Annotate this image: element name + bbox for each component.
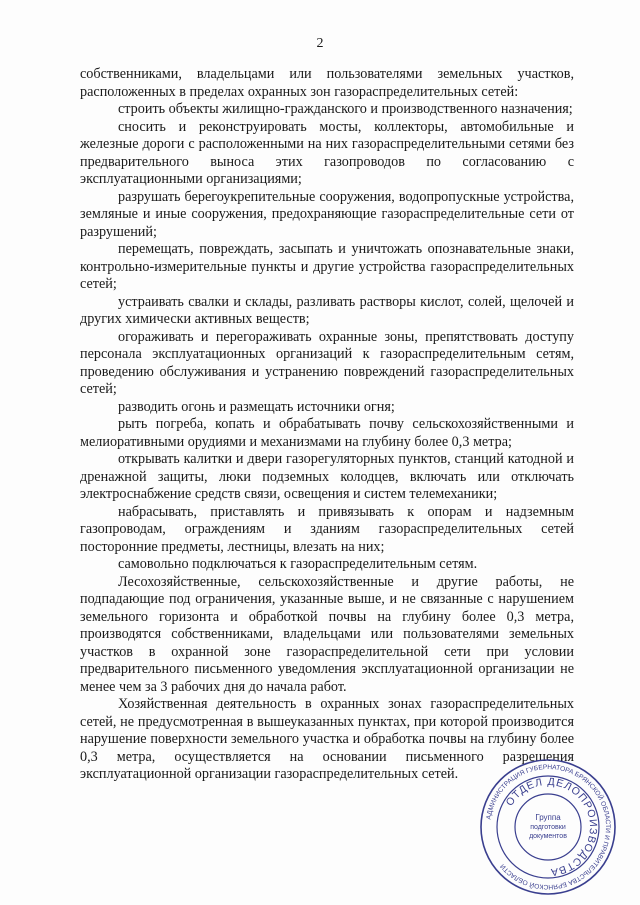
stamp-outer-text: АДМИНИСТРАЦИЯ ГУБЕРНАТОРА БРЯНСКОЙ ОБЛАСТИ И ПРАВИТЕЛЬСТВА БРЯНСКОЙ ОБЛАСТИ: [485, 763, 612, 891]
page-number: 2: [316, 36, 324, 51]
paragraph: самовольно подключаться к газораспределительным сетям.: [118, 556, 478, 572]
paragraph: открывать калитки и двери газорегуляторных пунктов, станций катодной и дренажной защиты, люки подземных колодцев, включать или отключать электроснабжение средств связи, освещения и систем телемеханики;: [80, 451, 574, 502]
stamp-center-line: подготовки: [530, 824, 566, 831]
paragraph: разводить огонь и размещать источники огня;: [118, 398, 395, 415]
paragraph: Хозяйственная деятельность в охранных зонах газораспределительных сетей, не предусмотренная в вышеуказанных пунктах, при которой производится нарушение поверхности земельного участка и обработка почвы на глубину более 0,3 метра, осуществляется на основании письменного разрешения эксплуатационной организации газораспределительных сетей.: [80, 696, 574, 782]
official-stamp: [478, 757, 618, 897]
stamp-center-line: документов: [529, 833, 567, 840]
paragraph: перемещать, повреждать, засыпать и уничтожать опознавательные знаки, контрольно-измерительные пункты и другие устройства газораспределительных сетей;: [80, 241, 574, 292]
stamp-inner-text: ОТДЕЛ ДЕЛОПРОИЗВОДСТВА: [503, 775, 600, 879]
paragraph: набрасывать, приставлять и привязывать к опорам и надземным газопроводам, ограждениям и зданиям газораспределительных сетей посторонние предметы, лестницы, влезать на них;: [80, 503, 574, 555]
paragraph: рыть погреба, копать и обрабатывать почву сельскохозяйственными и мелиоративными орудиями и механизмами на глубину более 0,3 метра;: [80, 416, 574, 450]
paragraph: огораживать и перегораживать охранные зоны, препятствовать доступу персонала эксплуатационных организаций к газораспределительным сетям, проведению обслуживания и устранению повреждений газораспределительных сетей;: [80, 328, 574, 397]
paragraph: устраивать свалки и склады, разливать растворы кислот, солей, щелочей и других химически активных веществ;: [80, 293, 574, 327]
document-body: [80, 66, 574, 784]
paragraph: Лесохозяйственные, сельскохозяйственные и другие работы, не подпадающие под ограничения, указанные выше, и не связанные с нарушением земельного горизонта и обработкой почвы на глубину более 0,3 метра, производятся собственниками, владельцами или пользователями земельных участков в охранной зоне газораспределительной сети при условии предварительного письменного уведомления эксплуатационной организации не менее чем за 3 рабочих дня до начала работ.: [80, 573, 574, 695]
stamp-center-line: Группа: [535, 813, 561, 822]
paragraph: строить объекты жилищно-гражданского и производственного назначения;: [118, 101, 573, 117]
paragraph: сносить и реконструировать мосты, коллекторы, автомобильные и железные дороги с расположенными на них газораспределительными сетями без предварительного выноса этих газопроводов по согласованию с эксплуатационными организациями;: [80, 118, 574, 187]
paragraph: разрушать берегоукрепительные сооружения, водопропускные устройства, земляные и иные сооружения, предохраняющие газораспределительные сети от разрушений;: [80, 188, 574, 240]
paragraph: собственниками, владельцами или пользователями земельных участков, расположенных в пределах охранных зон газораспределительных сетей:: [80, 66, 574, 100]
